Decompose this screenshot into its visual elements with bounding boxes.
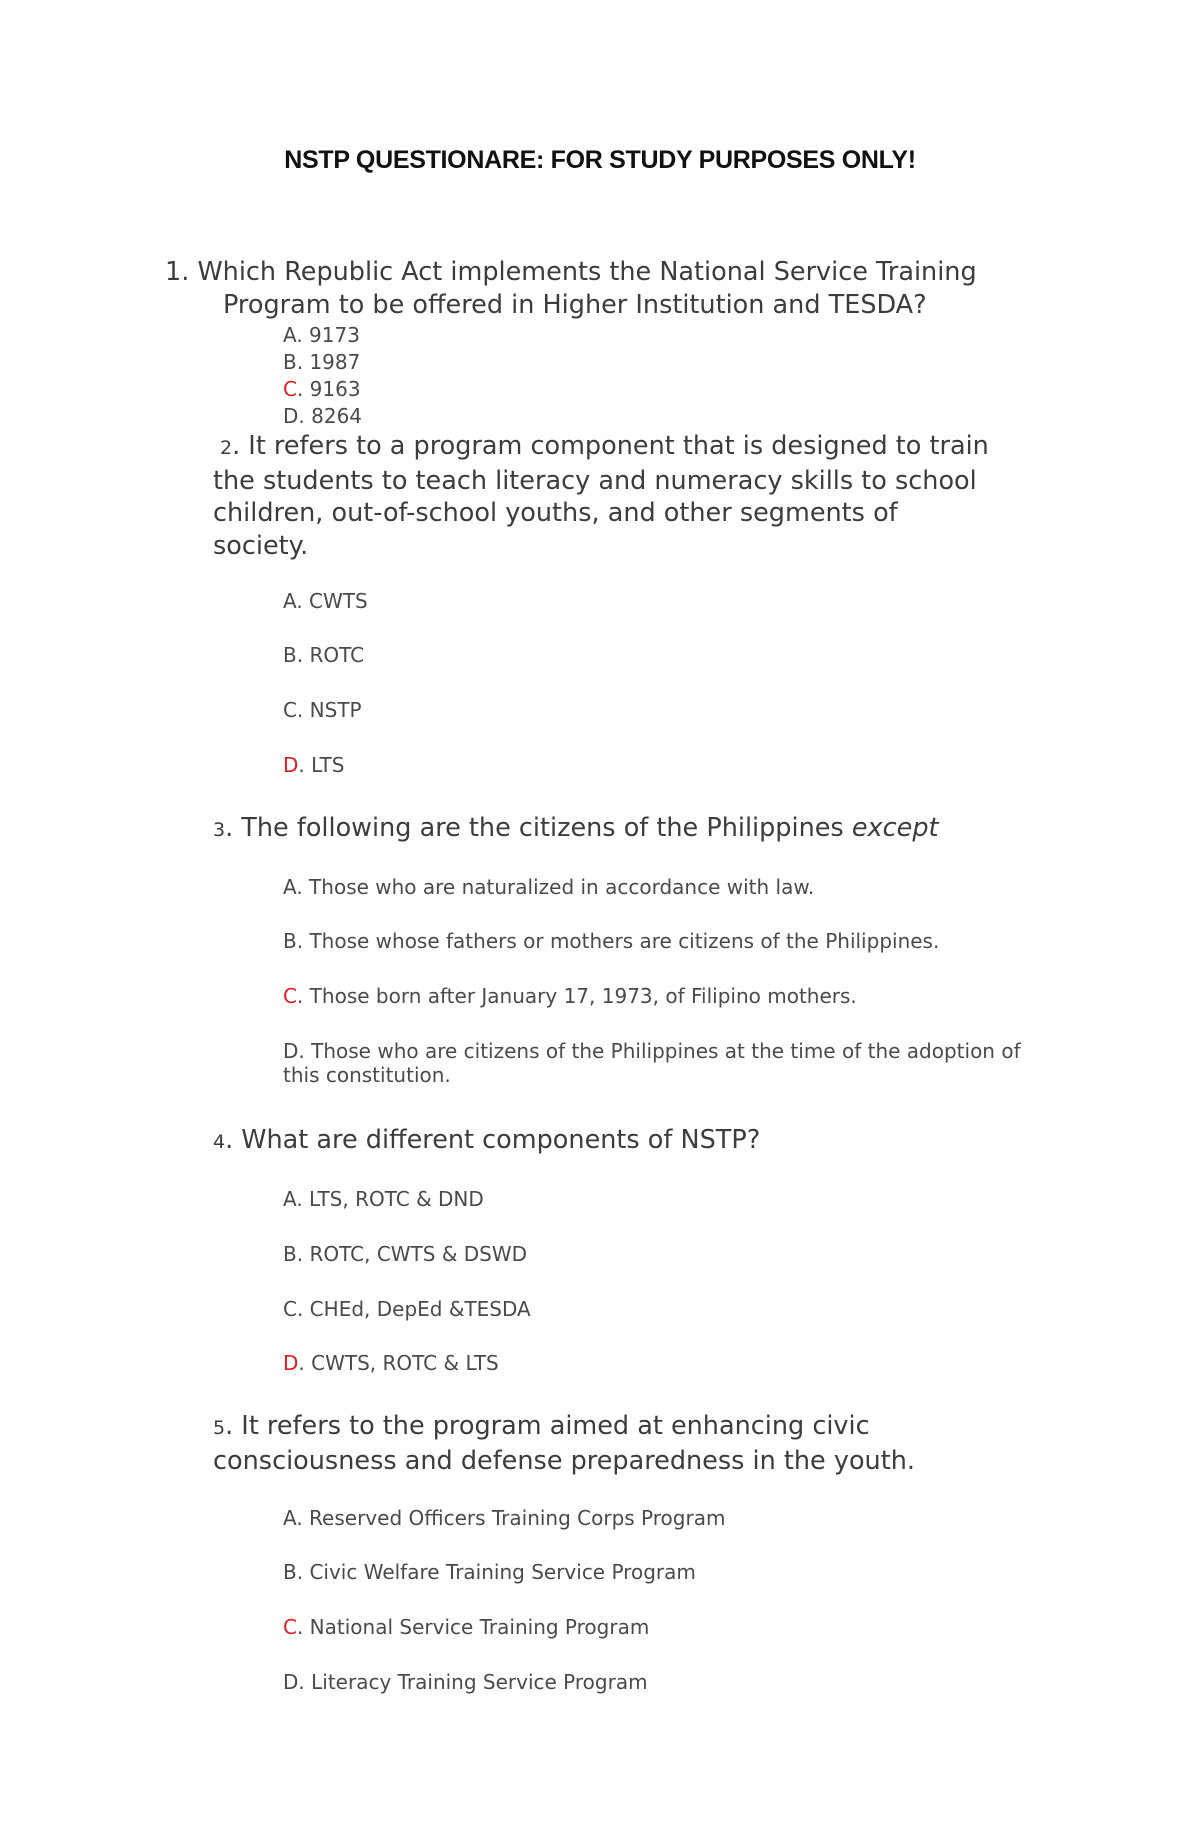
option-text: . National Service Training Program xyxy=(296,1615,650,1639)
question-5-text-line1: . It refers to the program aimed at enhancing civic xyxy=(225,1411,870,1441)
question-1-option-d xyxy=(283,404,362,428)
question-3-option-a xyxy=(283,875,814,899)
option-letter-correct: D xyxy=(283,753,299,777)
option-text: . LTS, ROTC & DND xyxy=(296,1187,484,1211)
option-text: . 1987 xyxy=(296,350,361,374)
question-4-option-a xyxy=(283,1187,484,1211)
question-4 xyxy=(213,1124,760,1159)
question-1-text-line1: Which Republic Act implements the National Service Training xyxy=(189,257,977,287)
question-2-option-b xyxy=(283,643,364,667)
question-2-option-c xyxy=(283,698,362,722)
question-1-text-line2: Program to be offered in Higher Institution and TESDA? xyxy=(223,289,927,320)
question-1-option-c xyxy=(283,377,361,401)
option-letter-correct: C xyxy=(283,1615,297,1639)
question-3-option-b xyxy=(283,929,939,953)
option-text: . NSTP xyxy=(296,698,362,722)
option-letter: D xyxy=(283,1039,299,1063)
question-2-option-a xyxy=(283,589,368,613)
question-2-text-line1: . It refers to a program component that is designed to train xyxy=(232,431,989,461)
question-5-option-d xyxy=(283,1670,648,1694)
option-letter: A xyxy=(283,1187,297,1211)
question-2-text-line2: the students to teach literacy and numeracy skills to school xyxy=(213,465,977,496)
option-text: . LTS xyxy=(298,753,345,777)
question-2 xyxy=(213,430,989,562)
option-letter-correct: C xyxy=(283,984,297,1008)
question-4-option-d xyxy=(283,1351,499,1375)
question-2-text-line3: children, out-of-school youths, and other segments of xyxy=(213,498,898,528)
question-4-text: . What are different components of NSTP? xyxy=(225,1125,761,1155)
question-2-option-d xyxy=(283,753,344,777)
option-text: . Literacy Training Service Program xyxy=(298,1670,648,1694)
option-letter-correct: C xyxy=(283,377,297,401)
question-1-option-a xyxy=(283,323,360,347)
question-4-option-c xyxy=(283,1297,531,1321)
option-text: . Those who are citizens of the Philippines at the time of the adoption of this constitution. xyxy=(283,1039,1021,1087)
option-letter: D xyxy=(283,404,299,428)
option-letter: B xyxy=(283,350,297,374)
option-text: . CWTS, ROTC & LTS xyxy=(298,1351,499,1375)
question-3-text: . The following are the citizens of the Philippines xyxy=(225,813,852,843)
question-4-option-b xyxy=(283,1242,527,1266)
question-1 xyxy=(165,256,977,321)
option-text: . Civic Welfare Training Service Program xyxy=(296,1560,696,1584)
option-text: . 8264 xyxy=(298,404,363,428)
option-letter: A xyxy=(283,1506,297,1530)
option-letter: D xyxy=(283,1670,299,1694)
option-letter: B xyxy=(283,643,297,667)
option-text: . Those whose fathers or mothers are citizens of the Philippines. xyxy=(296,929,940,953)
question-2-number: 2 xyxy=(220,437,233,459)
question-5-option-b xyxy=(283,1560,696,1584)
question-3 xyxy=(213,812,939,847)
option-text: . Those who are naturalized in accordance with law. xyxy=(296,875,815,899)
option-text: . 9163 xyxy=(296,377,361,401)
question-1-number: 1. xyxy=(165,257,190,287)
question-3-option-c xyxy=(283,984,857,1008)
question-5-option-a xyxy=(283,1506,725,1530)
option-letter: C xyxy=(283,1297,297,1321)
option-text: . CWTS xyxy=(296,589,368,613)
question-5-option-c xyxy=(283,1615,649,1639)
question-3-number: 3 xyxy=(213,819,226,841)
option-text: . ROTC xyxy=(296,643,365,667)
option-text: . Those born after January 17, 1973, of Filipino mothers. xyxy=(296,984,857,1008)
question-5-text-line2: consciousness and defense preparedness in the youth. xyxy=(213,1445,915,1476)
option-text: . ROTC, CWTS & DSWD xyxy=(296,1242,528,1266)
option-text: . Reserved Officers Training Corps Program xyxy=(296,1506,726,1530)
option-letter-correct: D xyxy=(283,1351,299,1375)
question-2-text-line4: society. xyxy=(213,530,309,561)
question-4-number: 4 xyxy=(213,1131,226,1153)
question-1-option-b xyxy=(283,350,360,374)
page-title: NSTP QUESTIONARE: FOR STUDY PURPOSES ONLY! xyxy=(284,146,916,174)
question-3-emphasis: except xyxy=(851,813,939,843)
option-letter: B xyxy=(283,1560,297,1584)
option-letter: A xyxy=(283,875,297,899)
question-5-number: 5 xyxy=(213,1417,226,1439)
option-letter: C xyxy=(283,698,297,722)
option-letter: B xyxy=(283,929,297,953)
question-3-option-d xyxy=(283,1039,1063,1087)
option-letter: A xyxy=(283,589,297,613)
question-5 xyxy=(213,1410,915,1477)
option-letter: A xyxy=(283,323,297,347)
option-text: . CHEd, DepEd &TESDA xyxy=(296,1297,531,1321)
option-text: . 9173 xyxy=(296,323,360,347)
option-letter: B xyxy=(283,1242,297,1266)
